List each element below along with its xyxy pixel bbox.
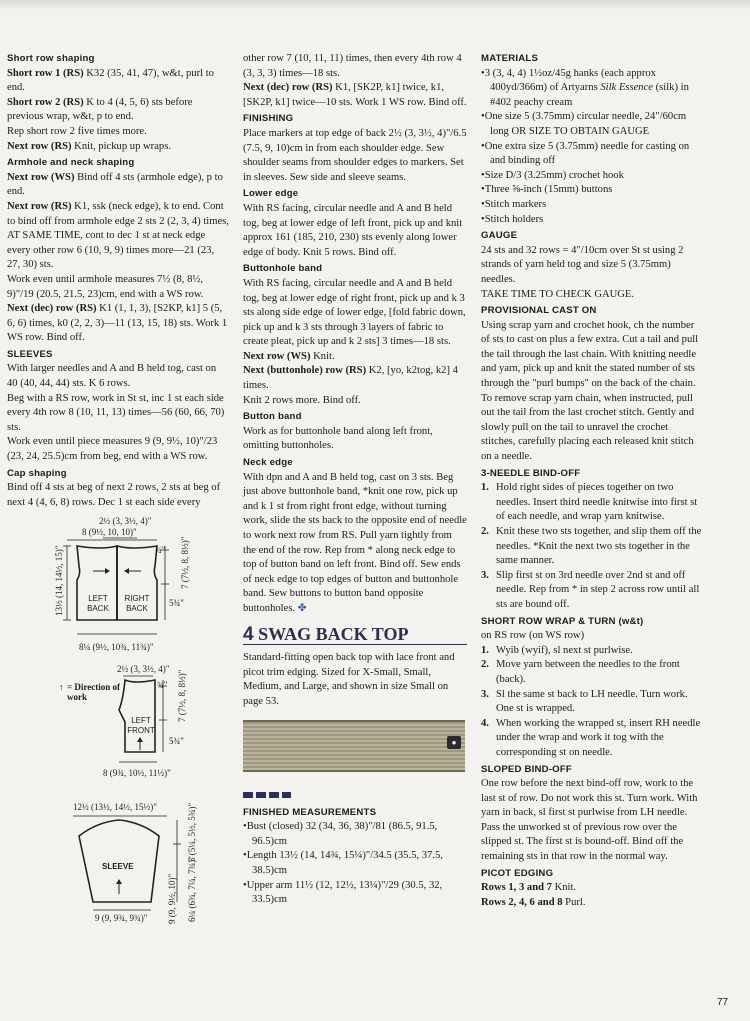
sleeve-total-label: 9 (9, 9½, 10)" bbox=[167, 874, 177, 925]
paragraph-srwt-intro: on RS row (on WS row) bbox=[481, 630, 585, 642]
left-back-label: LEFT BACK bbox=[87, 594, 109, 614]
photo-badge-icon: ● bbox=[447, 736, 461, 749]
direction-of-work-label: = Direction of work bbox=[67, 682, 120, 703]
list-item: • Stitch holders bbox=[481, 213, 705, 228]
srwt-steps bbox=[481, 644, 705, 761]
back-top-width-label: 2½ (3, 3½, 4)" bbox=[99, 516, 152, 527]
paragraph-button-band: Work as for buttonhole band along left front, omitting buttonholes. bbox=[243, 425, 433, 452]
schematic-sleeve bbox=[7, 802, 229, 930]
paragraph-picot-rows-1: Rows 1, 3 and 7 Knit. bbox=[481, 882, 577, 894]
paragraph-next-buttonhole-row: Next (buttonhole) row (RS) K2, [yo, k2tog, k2] 4 times. bbox=[243, 365, 458, 392]
list-item: 1. Wyib (wyif), sl next st purlwise. bbox=[481, 644, 633, 656]
right-back-label: RIGHT BACK bbox=[124, 594, 150, 614]
sleeve-cap-label: 5 (5¼, 5½, 5¾)" bbox=[187, 803, 197, 863]
paragraph-lower-edge: With RS facing, circular needle and A and B held tog, beg at lower edge of left front, pick up and knit approx 161 (185, 210, 230) sts evenly along lower edge of body. Knit 5 rows. Bind off. bbox=[243, 202, 463, 258]
back-right-top-label: ¾" bbox=[155, 545, 166, 556]
sleeve-bottom-width-label: 9 (9, 9¾, 9¾)" bbox=[95, 913, 148, 924]
heading-sloped-bind-off: SLOPED BIND-OFF bbox=[481, 763, 572, 775]
heading-picot-edging: PICOT EDGING bbox=[481, 867, 554, 879]
back-bottom-width-label: 8¼ (9½, 10¾, 11¾)" bbox=[79, 642, 154, 653]
heading-finishing: FINISHING bbox=[243, 113, 294, 125]
paragraph-sloped-bind-off: One row before the next bind-off row, work to the last st of row. Do not work this st. Turn work. With yarn in back, sl first st purlwise from LH needle. Pass the unworked st of previous row over the slipped st. The first st is bound-off. Bind off the remaining sts in that row in the normal way. bbox=[481, 778, 698, 863]
paragraph-provisional-cast-on: Using scrap yarn and crochet hook, ch the number of sts to cast on plus a few extra. Cut a tail and pull the tail through the last chain. With knitting needle and yarn, pick up and knit the stated number of sts through the "purl bumps" on the back of the chain. To remove scrap yarn chain, when instructed, pull out the tail from the last crochet stitch. Gently and slowly pull on the tail to unravel the crochet stitches, carefully placing each released knit stitch on a needle. bbox=[481, 319, 699, 463]
difficulty-bar bbox=[243, 792, 291, 798]
paragraph-finishing: Place markers at top edge of back 2½ (3, 3½, 4)"/6.5 (7.5, 9, 10)cm in from each shoulder edge. Sew shoulder seams from shoulder edges to markers. Set in sleeves. Sew side and sleeve seams. bbox=[243, 127, 467, 183]
schematic-back bbox=[7, 516, 229, 664]
sleeve-lower-label: 6¼ (6¾, 7¼, 7¾)" bbox=[187, 856, 197, 923]
pattern-title: 4 SWAG BACK TOP bbox=[243, 627, 467, 646]
paragraph-sleeves-2: Beg with a RS row, work in St st, inc 1 st each side every 4th row 8 (10, 11, 13) times—56 (60, 66, 70) sts. bbox=[7, 392, 225, 433]
back-height-label: 13½ (14, 14½, 15)" bbox=[54, 545, 64, 617]
paragraph-next-row-ws-knit: Next row (WS) Knit. bbox=[243, 350, 335, 362]
paragraph-short-row-2: Short row 2 (RS) K to 4 (4, 5, 6) sts before previous wrap, w&t, p to end. bbox=[7, 96, 193, 123]
column-1 bbox=[7, 52, 229, 930]
front-side-label: 5¾" bbox=[169, 736, 184, 747]
list-item: 3. Slip first st on 3rd needle over 2nd st and off needle. Rep from * in step 2 across row until all sts are bound off. bbox=[481, 569, 700, 610]
paragraph-next-row-ws: Next row (WS) Bind off 4 sts (armhole edge), p to end. bbox=[7, 171, 223, 198]
heading-materials: MATERIALS bbox=[481, 53, 539, 64]
scan-shadow bbox=[0, 0, 750, 10]
heading-lower-edge: Lower edge bbox=[243, 188, 299, 200]
direction-arrow-icon: ↑ bbox=[59, 682, 64, 693]
front-right-top-label: ¾" bbox=[157, 680, 168, 691]
list-item: 3. Sl the same st back to LH needle. Turn work. One st is wrapped. bbox=[481, 688, 688, 715]
heading-sleeves: SLEEVES bbox=[7, 348, 53, 360]
heading-neck-edge: Neck edge bbox=[243, 457, 293, 469]
list-item: 1. Hold right sides of pieces together on two needles. Insert third needle knitwise into first st of each needle, and wrap yarn knitwise. bbox=[481, 482, 698, 523]
pattern-description: Standard-fitting open back top with lace front and picot trim edging. Sized for X-Small, Small, Medium, and Large, and shown in size Small on page 53. bbox=[243, 652, 455, 707]
paragraph-next-dec-row: Next (dec) row (RS) K1 (1, 1, 3), [S2KP, k1] 5 (5, 6, 6) times, k0 (2, 2, 3)—11 (13, 15, 18) sts. Work 1 WS row. Bind off. bbox=[7, 303, 228, 344]
finished-measurements-list bbox=[243, 820, 467, 908]
front-top-width-label: 2½ (3, 3½, 4)" bbox=[117, 664, 170, 675]
heading-short-row-wrap: SHORT ROW WRAP & TURN (w&t) bbox=[481, 615, 644, 627]
paragraph-cap-continued: other row 7 (10, 11, 11) times, then every 4th row 4 (3, 3, 3) times—18 sts. bbox=[243, 53, 462, 79]
paragraph-gauge: 24 sts and 32 rows = 4"/10cm over St st using 2 strands of yarn held tog and size 5 (3.75mm) needles. bbox=[481, 244, 684, 285]
front-armhole-label: 7 (7½, 8, 8½)" bbox=[177, 669, 187, 723]
list-item: • One size 5 (3.75mm) circular needle, 24"/60cm long OR SIZE TO OBTAIN GAUGE bbox=[481, 110, 705, 139]
paragraph-neck-edge: With dpn and A and B held tog, cast on 3 sts. Beg just above buttonhole band, *knit one row, pick up and k 1 st from right front edge, without turning work, slide the sts back to the opposite end of needle to work next row from RS. Pull yarn tightly from the end of the row. Rep from * along neck edge to top of button band on left front. Bind off. Sew ends of neck edge to top edges of button and buttonhole band. Sew buttons to button band opposite buttonholes. ✤ bbox=[243, 471, 467, 614]
list-item: 2. Knit these two sts together, and slip them off the needles. *Knit the next two sts together in the same manner. bbox=[481, 526, 702, 567]
paragraph-work-even: Work even until armhole measures 7½ (8, 8½, 9)"/19 (20.5, 21.5, 23)cm, end with a WS row. bbox=[7, 273, 204, 300]
sleeve-label: SLEEVE bbox=[102, 862, 134, 872]
paragraph-picot-rows-2: Rows 2, 4, 6 and 8 Purl. bbox=[481, 896, 586, 908]
paragraph-sleeves-1: With larger needles and A and B held tog, cast on 40 (40, 44, 44) sts. K 6 rows. bbox=[7, 363, 217, 390]
heading-gauge: GAUGE bbox=[481, 230, 518, 242]
paragraph-knit-2-rows: Knit 2 rows more. Bind off. bbox=[243, 394, 361, 406]
back-side-label: 5¾" bbox=[169, 598, 184, 609]
heading-armhole-neck: Armhole and neck shaping bbox=[7, 157, 135, 169]
paragraph-rep-short-row: Rep short row 2 five times more. bbox=[7, 125, 147, 137]
paragraph-next-row-rs: Next row (RS) K1, ssk (neck edge), k to end. Cont to bind off from armhole edge 2 sts 2 (2, 3, 4) times, AT SAME TIME, cont to dec 1 st at neck edge every other row 6 (10, 9, 9) times more—21 (23, 27, 30) sts. bbox=[7, 200, 229, 271]
list-item: 2. Move yarn between the needles to the front (back). bbox=[481, 659, 680, 685]
back-armhole-label: 7 (7½, 8, 8½)" bbox=[180, 536, 190, 590]
end-mark-icon: ✤ bbox=[297, 602, 307, 614]
paragraph-short-row-1: Short row 1 (RS) K32 (35, 41, 47), w&t, purl to end. bbox=[7, 67, 214, 94]
page-number: 77 bbox=[717, 997, 729, 1008]
three-needle-steps bbox=[481, 481, 705, 612]
list-item: • Size D/3 (3.25mm) crochet hook bbox=[481, 169, 705, 184]
list-item: • Length 13½ (14, 14¾, 15¼)"/34.5 (35.5, 37.5, 38.5)cm bbox=[243, 849, 467, 878]
back-upper-width-label: 8 (9½, 10, 10)" bbox=[82, 527, 137, 538]
paragraph-cap-shaping: Bind off 4 sts at beg of next 2 rows, 2 sts at beg of next 4 (4, 6, 8) rows. Dec 1 st each side every bbox=[7, 482, 221, 508]
heading-buttonhole-band: Buttonhole band bbox=[243, 263, 323, 275]
sleeve-top-width-label: 12½ (13½, 14½, 15½)" bbox=[73, 802, 157, 813]
paragraph-buttonhole-band: With RS facing, circular needle and A and B held tog, beg at lower edge of right front, pick up and k 3 sts along side edge of lower edge, [fold fabric down, pick up and k 3 sts through 3 layers of fabric to create pleat, pick up and k 2 sts] 3 times—18 sts. bbox=[243, 277, 466, 348]
front-bottom-width-label: 8 (9¾, 10½, 11½)" bbox=[103, 768, 171, 779]
list-item: • Upper arm 11½ (12, 12½, 13¼)"/29 (30.5, 32, 33.5)cm bbox=[243, 879, 467, 908]
column-2 bbox=[243, 52, 467, 908]
column-3 bbox=[481, 52, 705, 910]
materials-list bbox=[481, 67, 705, 228]
left-front-label: LEFT FRONT bbox=[127, 716, 155, 736]
fabric-photo-strip bbox=[243, 720, 465, 772]
paragraph-next-dec-row-2: Next (dec) row (RS) K1, [SK2P, k1] twice, k1, [SK2P, k1] twice—10 sts. Work 1 WS row. Bind off. bbox=[243, 82, 467, 108]
heading-provisional-cast-on: PROVISIONAL CAST ON bbox=[481, 305, 597, 317]
heading-cap-shaping: Cap shaping bbox=[7, 467, 67, 479]
paragraph-sleeves-3: Work even until piece measures 9 (9, 9½, 10)"/23 (23, 24, 25.5)cm from beg, end with a WS row. bbox=[7, 436, 218, 463]
list-item: • Stitch markers bbox=[481, 198, 705, 213]
list-item: • Three ⅝-inch (15mm) buttons bbox=[481, 183, 705, 198]
heading-short-row-shaping: Short row shaping bbox=[7, 53, 95, 64]
heading-3-needle-bind-off: 3-NEEDLE BIND-OFF bbox=[481, 467, 581, 479]
list-item: • 3 (3, 4, 4) 1½oz/45g hanks (each approx 400yd/366m) of Artyarns Silk Essence (silk) in #402 peachy cream bbox=[481, 67, 705, 111]
list-item: • One extra size 5 (3.75mm) needle for casting on and binding off bbox=[481, 140, 705, 169]
paragraph-next-row-knit: Next row (RS) Knit, pickup up wraps. bbox=[7, 140, 171, 152]
schematic-front bbox=[7, 664, 229, 792]
paragraph-gauge-check: TAKE TIME TO CHECK GAUGE. bbox=[481, 288, 635, 300]
heading-finished-measurements: FINISHED MEASUREMENTS bbox=[243, 806, 377, 818]
list-item: • Bust (closed) 32 (34, 36, 38)"/81 (86.5, 91.5, 96.5)cm bbox=[243, 820, 467, 849]
list-item: 4. When working the wrapped st, insert RH needle under the wrap and work it tog with the corresponding st on needle. bbox=[481, 717, 701, 758]
heading-button-band: Button band bbox=[243, 411, 302, 423]
